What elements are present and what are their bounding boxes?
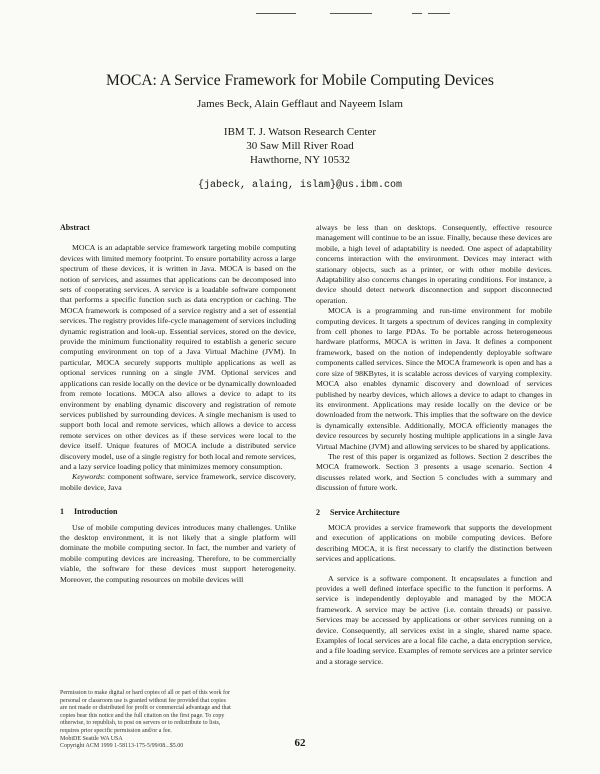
- intro-body: Use of mobile computing devices introduces many challenges. Unlike the desktop environment, it is not likely that a single platform will dominate the mobile computing sector. In fact, the number and variety of mobile computing devices are increasing. Therefore, to be commercially viable, the software for these devices must support heterogeneity. Moreover, the computing resources on mobile devices will: [60, 522, 296, 584]
- footnote-line: requires prior specific permission and/or a fee.: [60, 727, 172, 734]
- footnote-line: Copyright ACM 1999 1-58113-175-5/99/08...$5.00: [60, 743, 184, 750]
- footnote-line: are not made or distributed for profit or commercial advantage and that: [60, 705, 231, 712]
- paper-title: MOCA: A Service Framework for Mobile Computing Devices: [106, 72, 494, 89]
- keywords-label: Keywords: [72, 472, 103, 482]
- author-email: {jabeck, alaing, islam}@us.ibm.com: [197, 180, 403, 191]
- intro-paragraph: The rest of this paper is organized as follows. Section 2 describes the MOCA framework. Section 3 presents a usage scenario. Section 4 discusses related work, and Section 5 concludes with a summary and discussion of future work.: [316, 451, 552, 493]
- abstract-heading: Abstract: [60, 223, 90, 232]
- footnote-line: personal or classroom use is granted without fee provided that copies: [60, 697, 226, 704]
- footnote-line: otherwise, to republish, to post on servers or to redistribute to lists,: [60, 720, 221, 727]
- footnote-line: MobiDE Seattle WA USA: [60, 735, 123, 742]
- section-paragraph: MOCA provides a service framework that supports the development and execution of applications on mobile computing devices. Before describing MOCA, it is first necessary to clarify the distinction between services and applications.: [316, 522, 552, 564]
- intro-continued-paragraph: always be less than on desktops. Consequently, effective resource management will continue to be an issue. Finally, because these devices are mobile, a high level of adaptability is needed. One aspect of adaptability concerns interaction with the environment. Devices may interact with stationary objects, such as a printer, or with other mobile devices. Adaptability also concerns changes in operating conditions. For instance, a device should detect network disconnection and support disconnected operation.: [316, 223, 552, 305]
- affiliation: [0, 125, 600, 167]
- intro-heading: [60, 507, 296, 517]
- section-number: 1: [60, 507, 64, 517]
- section-paragraph: A service is a software component. It encapsulates a function and provides a well defined interface specific to the function it performs. A service is independently deployable and managed by the MOCA framework. A service may be active (i.e. contain threads) or passive. Services may be accessed by applications or other services running on a device. Consequently, all services exist in a single, shared name space. Examples of local services are a local file cache, a data encryption service, and a file loading service. Examples of remote services are a printer service and a storage service.: [316, 573, 552, 666]
- keywords-text: : component software, service framework, service discovery, mobile device, Java: [60, 472, 296, 492]
- right-column: [316, 223, 552, 667]
- section-title: Service Architecture: [330, 507, 400, 517]
- footnote-line: Permission to make digital or hard copies of all or part of this work for: [60, 690, 230, 696]
- abstract-body: MOCA is an adaptable service framework targeting mobile computing devices with limited memory footprint. To ensure portability across a large spectrum of these devices, it is written in Java. MOCA is based on the notion of services, and assumes that applications can be decomposed into sets of cooperating services. A service is a loadable software component that performs a specific function such as data encryption or caching. The MOCA framework is composed of a service registry and a set of essential services. The registry provides life-cycle management of services including dynamic registration and look-up. Essential services, stored on the device, provide the minimum functionality required to establish a generic secure computing environment on top of a Java Virtual Machine (JVM). In particular, MOCA securely supports multiple applications as well as optional services running on a single JVM. Optional services and applications can reside locally on the device or be dynamically downloaded from remote locations. MOCA also allows a device to adapt to its environment by enabling dynamic discovery and registration of remote services published by surrounding devices. A single mechanism is used to support both local and remote services, which allows a device to access remote services on other devices as if these services were local to the device itself. Unique features of MOCA include a distributed service discovery model, use of a single registry for both local and remote services, and a lazy service loading policy that minimizes memory consumption.: [60, 243, 297, 471]
- left-column: [60, 223, 296, 585]
- footnote-line: copies bear this notice and the full citation on the first page. To copy: [60, 712, 225, 719]
- section-title: Introduction: [74, 507, 118, 517]
- header-rules: [0, 13, 600, 19]
- service-architecture-heading: [316, 508, 552, 518]
- affiliation-line: 30 Saw Mill River Road: [246, 140, 354, 152]
- intro-paragraph: MOCA is a programming and run-time environment for mobile computing devices. It targets a spectrum of devices ranging in complexity from cell phones to large PDAs. To be portable across heterogeneous hardware platforms, MOCA is written in Java. It defines a component framework, based on the notion of independently deployable software components called services. Since the MOCA framework is open and has a core size of 98KBytes, it is scalable across devices of varying complexity. MOCA also enables dynamic discovery and download of services published by nearby devices, which allows a device to adapt to changes in its environment. Applications may reside locally on the device or be downloaded from the network. This implies that the software on the device is dynamically extensible. Additionally, MOCA efficiently manages the device resources by securely hosting multiple applications in a single Java Virtual Machine (JVM) and allowing services to be shared by applications.: [316, 306, 552, 451]
- authors: James Beck, Alain Gefflaut and Nayeem Islam: [197, 98, 403, 110]
- keywords: [60, 472, 296, 493]
- affiliation-line: IBM T. J. Watson Research Center: [223, 126, 377, 138]
- section-number: 2: [316, 507, 320, 517]
- page-number: 62: [294, 737, 306, 749]
- affiliation-line: Hawthorne, NY 10532: [249, 154, 351, 166]
